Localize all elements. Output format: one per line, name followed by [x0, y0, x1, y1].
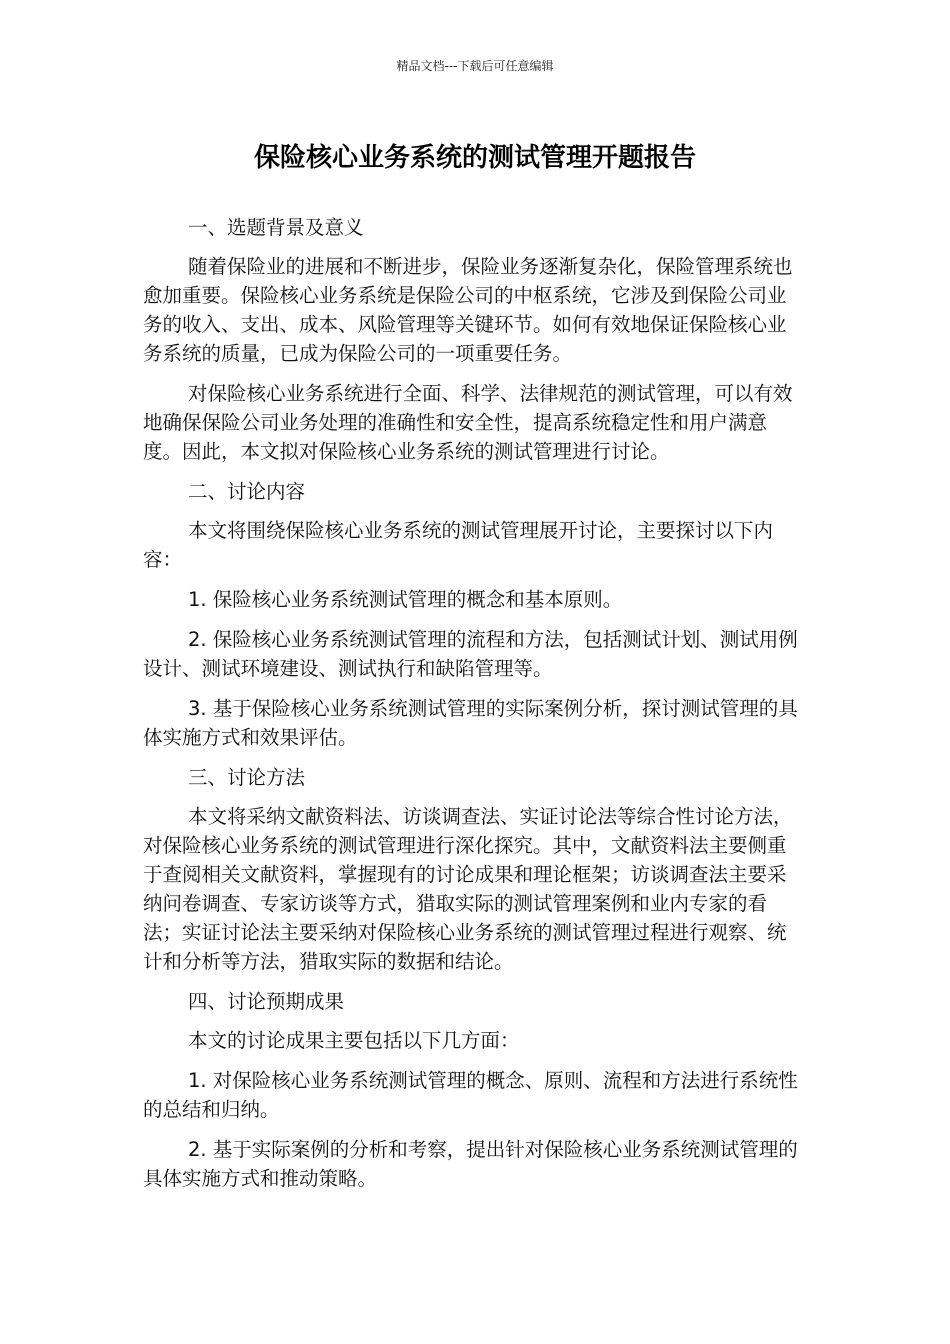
section-heading-content: 二、讨论内容 [188, 480, 306, 503]
list-item: 3. 基于保险核心业务系统测试管理的实际案例分析，探讨测试管理的具体实施方式和效果评估。 [143, 697, 798, 749]
list-item: 1. 保险核心业务系统测试管理的概念和基本原则。 [188, 588, 623, 611]
paragraph: 本文的讨论成果主要包括以下几方面： [188, 1029, 520, 1052]
section-heading-method: 三、讨论方法 [188, 766, 306, 789]
list-item: 2. 基于实际案例的分析和考察，提出针对保险核心业务系统测试管理的具体实施方式和推动策略。 [143, 1138, 798, 1190]
page-header: 精品文档---下载后可任意编辑 [396, 59, 554, 73]
paragraph: 本文将围绕保险核心业务系统的测试管理展开讨论，主要探讨以下内容： [143, 519, 774, 571]
section-heading-expected-results: 四、讨论预期成果 [188, 990, 345, 1013]
section-heading-background: 一、选题背景及意义 [188, 216, 364, 239]
paragraph: 本文将采纳文献资料法、访谈调查法、实证讨论法等综合性讨论方法，对保险核心业务系统的测试管理进行深化探究。其中，文献资料法主要侧重于查阅相关文献资料，掌握现有的讨论成果和理论框架；访谈调查法主要采纳问卷调查、专家访谈等方式，猎取实际的测试管理案例和业内专家的看法；实证讨论法主要采纳对保险核心业务系统的测试管理过程进行观察、统计和分析等方法，猎取实际的数据和结论。 [143, 805, 793, 973]
document-body [143, 213, 803, 1204]
paragraph: 对保险核心业务系统进行全面、科学、法律规范的测试管理，可以有效地确保保险公司业务处理的准确性和安全性，提高系统稳定性和用户满意度。因此，本文拟对保险核心业务系统的测试管理进行讨论。 [143, 382, 793, 463]
paragraph: 随着保险业的进展和不断进步，保险业务逐渐复杂化，保险管理系统也愈加重要。保险核心业务系统是保险公司的中枢系统，它涉及到保险公司业务的收入、支出、成本、风险管理等关键环节。如何有效地保证保险核心业务系统的质量，已成为保险公司的一项重要任务。 [143, 255, 793, 365]
document-title: 保险核心业务系统的测试管理开题报告 [253, 143, 696, 173]
list-item: 1. 对保险核心业务系统测试管理的概念、原则、流程和方法进行系统性的总结和归纳。 [143, 1069, 798, 1121]
list-item: 2. 保险核心业务系统测试管理的流程和方法，包括测试计划、测试用例设计、测试环境建设、测试执行和缺陷管理等。 [143, 628, 798, 680]
